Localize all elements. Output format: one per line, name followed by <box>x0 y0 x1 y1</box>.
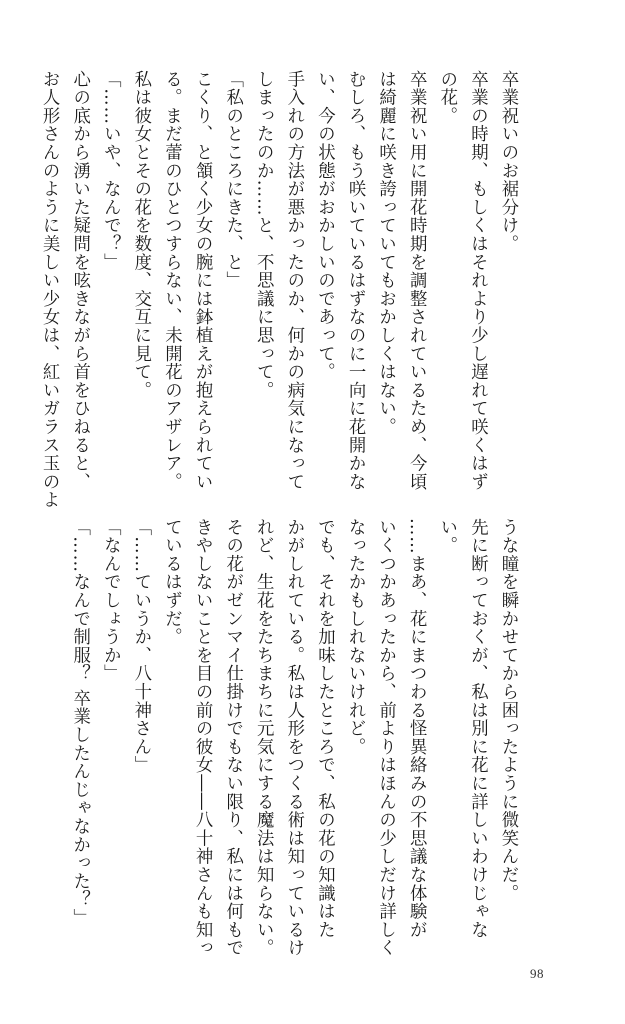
text-line: 先に断っておくが、私は別に花に詳しいわけじゃな <box>467 518 488 939</box>
page-number: 98 <box>530 966 544 981</box>
text-line: きやしないことを目の前の彼女――八十神さんも知っ <box>192 518 213 958</box>
text-line: お人形さんのように美しい少女は、紅いガラス玉のよ <box>39 70 60 510</box>
text-line: その花がゼンマイ仕掛けでもない限り、私には何もで <box>222 518 243 958</box>
text-line: は綺麗に咲き誇っていてもおかしくはない。 <box>375 70 396 436</box>
text-line: 「なんでしょうか」 <box>100 518 121 683</box>
text-line: 卒業の時期、もしくはそれより少し遅れて咲くはず <box>467 70 488 491</box>
text-line: 卒業祝い用に開花時期を調整されているため、今頃 <box>406 70 427 491</box>
text-line: 卒業祝いのお裾分け。 <box>498 70 518 253</box>
text-line: こくり、と頷く少女の腕には鉢植えが抱えられてい <box>192 70 213 491</box>
text-line: い。 <box>436 518 457 555</box>
text-line: いくつかあったから、前よりはほんの少しだけ詳しく <box>375 518 396 958</box>
text-line: ているはずだ。 <box>161 518 182 647</box>
text-line: い、今の状態がおかしいのであって。 <box>314 70 335 382</box>
text-line: れど、生花をたちまちに元気にする魔法は知らない。 <box>253 518 274 958</box>
text-line: 手入れの方法が悪かったのか、何かの病気になって <box>283 70 304 491</box>
text-line: かがしれている。私は人形をつくる術は知っているけ <box>283 518 304 958</box>
text-line: 「……ていうか、八十神さん」 <box>130 518 151 775</box>
text-line: 「私のところにきた、と」 <box>222 70 243 290</box>
text-line: 「……いや、なんで？」 <box>100 70 121 272</box>
text-line: の花。 <box>436 70 457 125</box>
text-line: なったかもしれないけれど。 <box>345 518 366 756</box>
text-line: むしろ、もう咲いているはずなのに一向に花開かな <box>345 70 366 491</box>
upper-text-block <box>39 70 523 510</box>
text-line: でも、それを加味したところで、私の花の知識はた <box>314 518 335 939</box>
text-line: る。まだ蕾のひとつすらない、未開花のアザレア。 <box>161 70 182 491</box>
text-line: 「……なんで制服？ 卒業したんじゃなかった？」 <box>69 518 90 928</box>
text-line: ……まあ、花にまつわる怪異絡みの不思議な体験が <box>406 518 427 939</box>
text-line: 私は彼女とその花を数度、交互に見て。 <box>130 70 151 400</box>
text-line: 心の底から湧いた疑問を呟きながら首をひねると、 <box>69 70 90 491</box>
lower-text-block <box>69 518 523 958</box>
text-line: しまったのか……と、不思議に思って。 <box>253 70 274 400</box>
text-line: うな瞳を瞬かせてから困ったように微笑んだ。 <box>498 518 518 903</box>
